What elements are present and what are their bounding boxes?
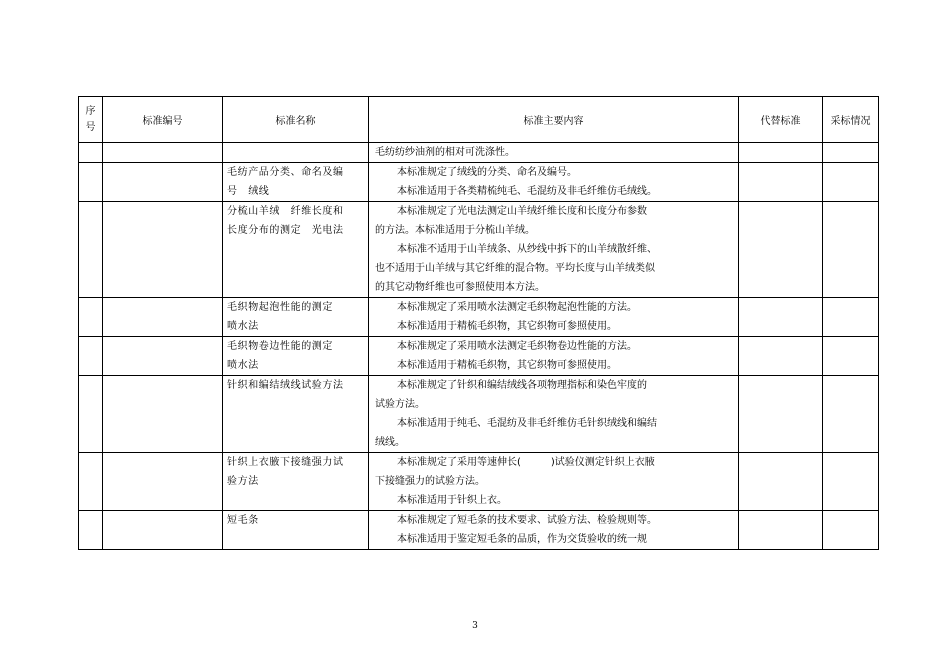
content-line: 本标准规定了短毛条的技术要求、试验方法、检验规则等。 xyxy=(397,515,657,526)
cell-main-content xyxy=(369,453,739,511)
content-line: 本标准适用于精梳毛织物，其它织物可参照使用。 xyxy=(397,321,617,332)
table-row xyxy=(79,337,879,376)
standard-name-line: 验方法 xyxy=(227,476,259,487)
header-serial-line1: 序 xyxy=(85,105,96,117)
cell-main-content xyxy=(369,163,739,202)
content-line: 本标准适用于纯毛、毛混纺及非毛纤维仿毛针织绒线和编结 xyxy=(397,418,657,429)
cell-serial-number xyxy=(79,298,103,337)
standard-name-line: 短毛条 xyxy=(227,515,259,526)
cell-standard-name xyxy=(223,298,369,337)
cell-adoption-status xyxy=(823,337,879,376)
cell-main-content xyxy=(369,376,739,453)
cell-standard-name xyxy=(223,511,369,550)
table-body xyxy=(79,143,879,550)
cell-adoption-status xyxy=(823,202,879,298)
standard-name-line: 号 绒线 xyxy=(227,186,270,197)
cell-replaced-standard xyxy=(739,376,823,453)
table-row xyxy=(79,163,879,202)
cell-main-content xyxy=(369,337,739,376)
cell-replaced-standard xyxy=(739,163,823,202)
standard-name-line: 喷水法 xyxy=(227,360,259,371)
standard-name-line: 长度分布的测定 光电法 xyxy=(227,225,344,236)
header-standard-code: 标准编号 xyxy=(103,97,223,143)
standard-name-line: 毛织物卷边性能的测定 xyxy=(227,341,333,352)
content-line: 本标准适用于精梳毛织物，其它织物可参照使用。 xyxy=(397,360,617,371)
cell-adoption-status xyxy=(823,376,879,453)
content-line: 的其它动物纤维也可参照使用本方法。 xyxy=(375,282,545,293)
cell-standard-name xyxy=(223,163,369,202)
standard-name-line: 针织上衣腋下接缝强力试 xyxy=(227,457,344,468)
cell-standard-name xyxy=(223,376,369,453)
table-row xyxy=(79,143,879,163)
cell-standard-name xyxy=(223,453,369,511)
standard-name-line: 喷水法 xyxy=(227,321,259,332)
cell-standard-code xyxy=(103,298,223,337)
header-serial-line2: 号 xyxy=(85,121,96,133)
content-line: 本标准规定了采用等速伸长( )试验仪测定针织上衣腋 xyxy=(397,457,655,468)
cell-serial-number xyxy=(79,376,103,453)
content-line: 试验方法。 xyxy=(375,399,425,410)
cell-adoption-status xyxy=(823,511,879,550)
cell-standard-code xyxy=(103,202,223,298)
cell-main-content xyxy=(369,202,739,298)
cell-serial-number xyxy=(79,143,103,163)
content-line: 本标准不适用于山羊绒条、从纱线中拆下的山羊绒散纤维、 xyxy=(397,244,657,255)
cell-standard-code xyxy=(103,163,223,202)
content-line: 的方法。本标准适用于分梳山羊绒。 xyxy=(375,225,535,236)
cell-replaced-standard xyxy=(739,511,823,550)
cell-adoption-status xyxy=(823,298,879,337)
table-header-row xyxy=(79,97,879,143)
content-line: 本标准规定了针织和编结绒线各项物理指标和染色牢度的 xyxy=(397,380,647,391)
cell-serial-number xyxy=(79,511,103,550)
header-serial-number xyxy=(79,97,103,143)
table-row xyxy=(79,376,879,453)
header-standard-name: 标准名称 xyxy=(223,97,369,143)
content-line: 本标准规定了光电法测定山羊绒纤维长度和长度分布参数 xyxy=(397,206,647,217)
cell-standard-name xyxy=(223,202,369,298)
cell-replaced-standard xyxy=(739,143,823,163)
cell-serial-number xyxy=(79,163,103,202)
content-line: 本标准规定了采用喷水法测定毛织物卷边性能的方法。 xyxy=(397,341,637,352)
content-line: 本标准适用于鉴定短毛条的品质，作为交货验收的统一规 xyxy=(397,534,647,545)
content-line: 本标准规定了绒线的分类、命名及编号。 xyxy=(397,167,577,178)
cell-standard-code xyxy=(103,453,223,511)
header-replaced-standard: 代替标准 xyxy=(739,97,823,143)
cell-standard-code xyxy=(103,376,223,453)
standard-name-line: 毛织物起泡性能的测定 xyxy=(227,302,333,313)
cell-replaced-standard xyxy=(739,202,823,298)
cell-adoption-status xyxy=(823,453,879,511)
standard-name-line: 分梳山羊绒 纤维长度和 xyxy=(227,206,344,217)
cell-standard-code xyxy=(103,143,223,163)
cell-replaced-standard xyxy=(739,337,823,376)
cell-replaced-standard xyxy=(739,453,823,511)
header-main-content: 标准主要内容 xyxy=(369,97,739,143)
cell-serial-number xyxy=(79,202,103,298)
table-row xyxy=(79,202,879,298)
standard-name-line: 毛纺产品分类、命名及编 xyxy=(227,167,344,178)
content-line: 下接缝强力的试验方法。 xyxy=(375,476,485,487)
page-number: 3 xyxy=(472,621,478,631)
cell-adoption-status xyxy=(823,163,879,202)
table-row xyxy=(79,298,879,337)
table-row xyxy=(79,453,879,511)
cell-serial-number xyxy=(79,337,103,376)
content-line: 本标准规定了采用喷水法测定毛织物起泡性能的方法。 xyxy=(397,302,637,313)
cell-replaced-standard xyxy=(739,298,823,337)
standard-name-line: 针织和编结绒线试验方法 xyxy=(227,380,344,391)
cell-standard-code xyxy=(103,337,223,376)
content-line: 毛纺纺纱油剂的相对可洗涤性。 xyxy=(375,147,515,158)
content-line: 本标准适用于各类精梳纯毛、毛混纺及非毛纤维仿毛绒线。 xyxy=(397,186,657,197)
cell-main-content xyxy=(369,298,739,337)
cell-standard-code xyxy=(103,511,223,550)
cell-standard-name xyxy=(223,143,369,163)
content-line: 也不适用于山羊绒与其它纤维的混合物。平均长度与山羊绒类似 xyxy=(375,263,655,274)
content-line: 本标准适用于针织上衣。 xyxy=(397,495,507,506)
cell-adoption-status xyxy=(823,143,879,163)
cell-serial-number xyxy=(79,453,103,511)
table-row xyxy=(79,511,879,550)
standards-table xyxy=(78,96,879,550)
cell-main-content xyxy=(369,511,739,550)
header-adoption-status: 采标情况 xyxy=(823,97,879,143)
cell-standard-name xyxy=(223,337,369,376)
content-line: 绒线。 xyxy=(375,437,405,448)
cell-main-content xyxy=(369,143,739,163)
